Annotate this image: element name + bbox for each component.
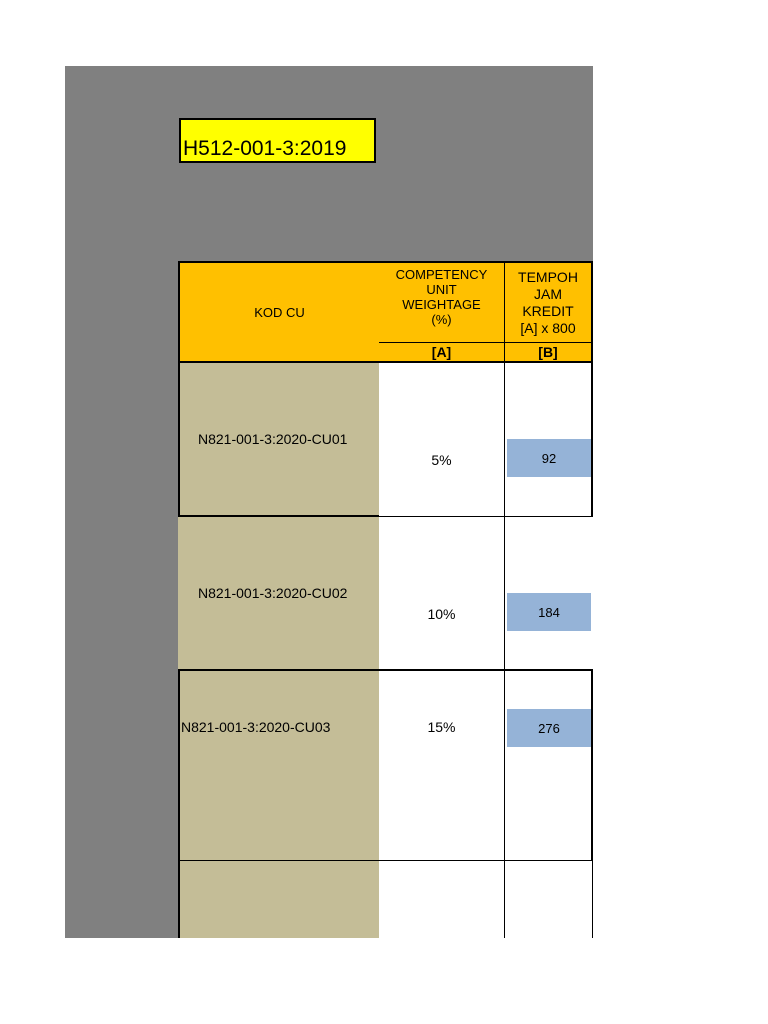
header-weightage-line: UNIT xyxy=(426,282,457,297)
table-row-kod-cu xyxy=(178,861,380,938)
weightage-value: 15% xyxy=(427,719,456,735)
header-weightage xyxy=(379,261,505,343)
header-weightage-line: WEIGHTAGE xyxy=(402,297,481,312)
jam-kredit-value: 184 xyxy=(507,593,591,631)
column-b-marker xyxy=(505,343,593,363)
column-a-marker-text: [A] xyxy=(431,344,452,360)
column-b-marker-text: [B] xyxy=(538,344,558,360)
header-weightage-line: COMPETENCY xyxy=(395,267,488,282)
table-row-jam-kredit xyxy=(505,670,593,861)
document-code-text: H512-001-3:2019 xyxy=(183,137,347,160)
column-a-marker xyxy=(379,343,505,363)
table-row-weightage xyxy=(379,363,505,517)
weightage-value: 10% xyxy=(427,606,456,622)
table-row-jam-kredit xyxy=(505,363,593,517)
table-row-jam-kredit xyxy=(505,861,593,938)
header-tempoh-line: [A] x 800 xyxy=(520,320,576,336)
table-row-kod-cu xyxy=(178,363,380,517)
header-kod-cu-label: KOD CU xyxy=(254,304,305,320)
kod-cu-value: N821-001-3:2020-CU03 xyxy=(181,719,331,735)
table-row-jam-kredit xyxy=(505,517,593,670)
header-tempoh-line: KREDIT xyxy=(522,303,574,319)
header-kod-cu xyxy=(178,261,380,363)
table-row-kod-cu xyxy=(178,517,380,670)
kod-cu-value: N821-001-3:2020-CU01 xyxy=(198,431,348,447)
header-tempoh-line: TEMPOH xyxy=(518,269,578,285)
table-row-weightage xyxy=(379,670,505,861)
header-tempoh-jam-kredit xyxy=(505,261,593,343)
header-weightage-line: (%) xyxy=(431,312,452,327)
table-row-weightage xyxy=(379,517,505,670)
kod-cu-value: N821-001-3:2020-CU02 xyxy=(198,585,348,601)
weightage-value: 5% xyxy=(431,452,452,468)
table-row-kod-cu xyxy=(178,670,380,861)
header-tempoh-line: JAM xyxy=(533,286,562,302)
jam-kredit-value: 276 xyxy=(507,709,591,747)
jam-kredit-value: 92 xyxy=(507,439,591,477)
table-row-weightage xyxy=(379,861,505,938)
document-code xyxy=(179,118,376,163)
